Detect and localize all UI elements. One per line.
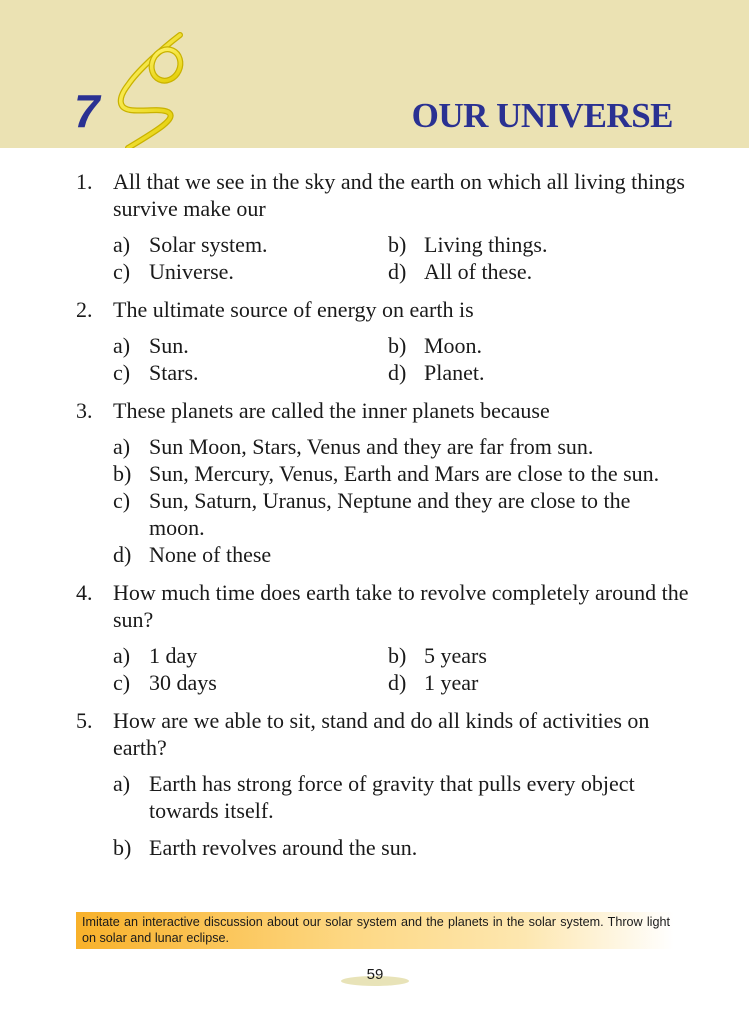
- option-text: Sun.: [149, 333, 189, 358]
- option-letter: d): [388, 259, 407, 284]
- option-text: Living things.: [424, 232, 548, 257]
- option-text: Moon.: [424, 333, 483, 358]
- option-text: Solar system.: [149, 232, 268, 257]
- option: [388, 669, 688, 696]
- option-letter: a): [113, 434, 131, 459]
- option-letter: b): [113, 461, 132, 486]
- option-text: 1 day: [149, 643, 198, 668]
- option: [113, 770, 684, 824]
- option: [113, 460, 684, 487]
- option-text: 30 days: [149, 670, 217, 695]
- question-text: How are we able to sit, stand and do all kinds of activities on earth?: [113, 708, 650, 760]
- option-letter: a): [113, 771, 131, 796]
- option-text: All of these.: [424, 259, 533, 284]
- option-text: Earth has strong force of gravity that pulls every object towards itself.: [149, 771, 635, 823]
- question-text: How much time does earth take to revolve completely around the sun?: [113, 580, 689, 632]
- option-text: Sun, Saturn, Uranus, Neptune and they are close to the moon.: [149, 488, 631, 540]
- page-number: 59: [366, 966, 384, 983]
- option-letter: b): [388, 643, 407, 668]
- option-letter: b): [388, 333, 407, 358]
- option-text: 5 years: [424, 643, 487, 668]
- option-letter: c): [113, 360, 131, 385]
- question-item: [0, 168, 693, 285]
- question-item: [0, 707, 693, 861]
- question-text: All that we see in the sky and the earth on which all living things survive make our: [113, 169, 685, 221]
- option-letter: b): [388, 232, 407, 257]
- option: [388, 642, 688, 669]
- option-grid: [113, 642, 693, 696]
- option-letter: c): [113, 259, 131, 284]
- option-text: Universe.: [149, 259, 234, 284]
- chapter-header-band: [0, 0, 749, 148]
- option-grid: [113, 231, 693, 285]
- option-letter: a): [113, 643, 131, 668]
- yellow-squiggle-icon: [108, 30, 198, 148]
- option: [113, 541, 684, 568]
- option-text: Sun Moon, Stars, Venus and they are far from sun.: [149, 434, 594, 459]
- option-letter: d): [113, 542, 132, 567]
- option: [388, 359, 688, 386]
- option-text: 1 year: [424, 670, 479, 695]
- option-text: Sun, Mercury, Venus, Earth and Mars are close to the sun.: [149, 461, 660, 486]
- option-letter: d): [388, 670, 407, 695]
- option-list: [113, 433, 678, 568]
- option: [113, 258, 388, 285]
- option-letter: c): [113, 670, 131, 695]
- option-text: None of these: [149, 542, 272, 567]
- option-letter: c): [113, 488, 131, 513]
- question-list: [0, 168, 749, 861]
- option-letter: b): [113, 835, 132, 860]
- option-letter: a): [113, 232, 131, 257]
- option: [388, 332, 688, 359]
- question-number: 5.: [76, 708, 93, 733]
- question-item: [0, 296, 693, 386]
- option: [113, 433, 684, 460]
- question-number: 1.: [76, 169, 93, 194]
- option: [113, 487, 684, 541]
- option-list: [113, 770, 678, 861]
- option: [113, 332, 388, 359]
- chapter-number: 7: [74, 85, 100, 137]
- option-text: Planet.: [424, 360, 485, 385]
- question-number: 3.: [76, 398, 93, 423]
- option-letter: a): [113, 333, 131, 358]
- option: [113, 642, 388, 669]
- option-grid: [113, 332, 693, 386]
- option: [113, 231, 388, 258]
- option-text: Earth revolves around the sun.: [149, 835, 418, 860]
- option-text: Stars.: [149, 360, 199, 385]
- option: [113, 359, 388, 386]
- question-item: [0, 579, 693, 696]
- question-text: These planets are called the inner planets because: [113, 398, 550, 423]
- question-item: [0, 397, 693, 568]
- option: [113, 834, 684, 861]
- chapter-title: OUR UNIVERSE: [411, 96, 673, 135]
- option: [388, 258, 688, 285]
- activity-note: Imitate an interactive discussion about our solar system and the planets in the solar system. Throw light on solar and lunar eclipse.: [76, 912, 674, 949]
- option: [113, 669, 388, 696]
- question-number: 4.: [76, 580, 93, 605]
- option: [388, 231, 688, 258]
- question-text: The ultimate source of energy on earth is: [113, 297, 474, 322]
- question-number: 2.: [76, 297, 93, 322]
- option-letter: d): [388, 360, 407, 385]
